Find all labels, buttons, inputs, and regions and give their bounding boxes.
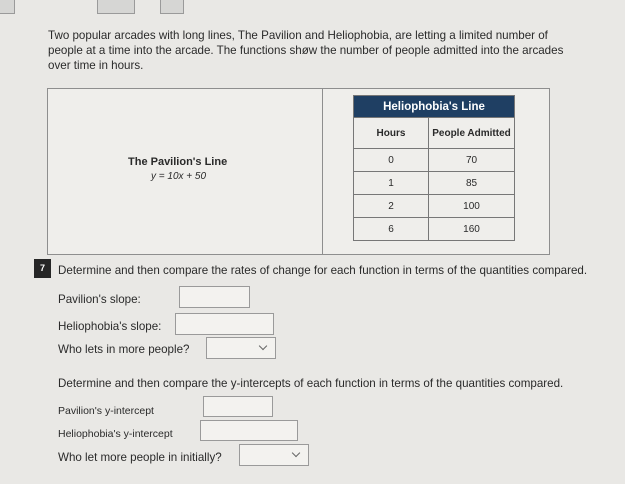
heliophobia-intercept-input[interactable] [200,420,298,441]
heliophobia-intercept-label: Heliophobia's y-intercept [58,428,173,440]
pavilion-slope-input[interactable] [179,286,250,308]
panel-divider [322,88,323,255]
top-tab-right[interactable] [160,0,184,14]
problem-intro: Two popular arcades with long lines, The Pavilion and Heliophobia, are letting a limited number of people at a time into the arcade. The functions shøw the number of people admitted into the arcades over time in hours. [48,29,564,72]
table-row [354,172,515,195]
initially-label: Who let more people in initially? [58,451,222,464]
people-cell: 70 [429,149,515,172]
people-cell: 160 [429,218,515,241]
column-header-hours: Hours [354,118,429,149]
column-header-people-admitted: People Admitted [429,118,515,149]
table-row [354,218,515,241]
pavilion-title: The Pavilion's Line [128,156,228,168]
top-tab-left[interactable] [0,0,15,14]
y-intercept-prompt: Determine and then compare the y-intercepts of each function in terms of the quantities compared. [58,377,564,390]
heliophobia-slope-label: Heliophobia's slope: [58,320,162,333]
hours-cell: 1 [354,172,429,195]
initially-dropdown[interactable] [239,444,309,466]
table-row [354,195,515,218]
hours-cell: 2 [354,195,429,218]
pavilion-slope-label: Pavilion's slope: [58,293,141,306]
top-tab-middle[interactable] [97,0,135,14]
more-people-dropdown[interactable] [206,337,276,359]
pavilion-intercept-label: Pavilion's y-intercept [58,405,154,417]
pavilion-intercept-input[interactable] [203,396,273,417]
more-people-label: Who lets in more people? [58,343,190,356]
hours-cell: 0 [354,149,429,172]
pavilion-equation: y = 10x + 50 [151,171,207,182]
people-cell: 85 [429,172,515,195]
hours-cell: 6 [354,218,429,241]
rate-of-change-prompt: Determine and then compare the rates of change for each function in terms of the quantities compared. [58,264,588,277]
heliophobia-table [353,95,515,241]
people-cell: 100 [429,195,515,218]
heliophobia-slope-input[interactable] [175,313,274,335]
question-number-badge: 7 [34,259,51,278]
heliophobia-table-title: Heliophobia's Line [354,96,515,118]
table-row [354,149,515,172]
